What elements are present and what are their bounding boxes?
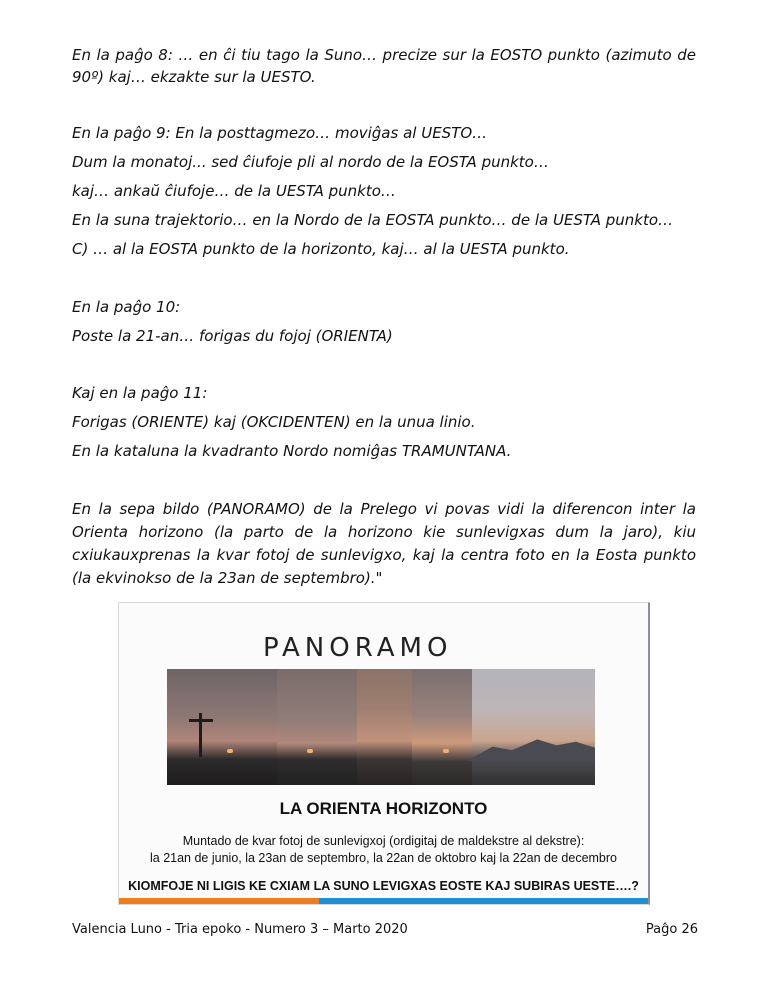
slide-title: PANORAMO: [263, 633, 453, 663]
panoramo-slide: [118, 602, 650, 905]
photo-october: [412, 669, 472, 785]
paragraph-trajectory: En la suna trajektorio… en la Nordo de la EOSTA punkto… de la UESTA punkto…: [72, 211, 674, 229]
paragraph-page8: En la paĝo 8: … en ĉi tiu tago la Suno… precize sur la EOSTO punkto (azimuto de 90º) kaj… ekzakte sur la UESTO.: [72, 46, 696, 86]
panorama-photo: [167, 669, 595, 785]
sun-icon: [443, 749, 449, 753]
pylon-silhouette: [187, 713, 215, 757]
paragraph-page10: En la paĝo 10:: [72, 298, 181, 316]
photo-september: [357, 669, 412, 785]
photo-september-left: [277, 669, 357, 785]
footer-publication: Valencia Luno - Tria epoko - Numero 3 – Marto 2020: [72, 922, 408, 937]
sun-icon: [307, 749, 313, 753]
slide-subtitle: LA ORIENTA HORIZONTO: [279, 799, 488, 818]
sun-icon: [227, 749, 233, 753]
paragraph-also: kaj… ankaŭ ĉiufoje… de la UESTA punkto…: [72, 182, 396, 200]
photo-june: [167, 669, 277, 785]
slide-caption: [119, 833, 648, 867]
paragraph-remove-orienta: Poste la 21-an… forigas du fojoj (ORIENTA): [72, 327, 393, 345]
paragraph-page9: En la paĝo 9: En la posttagmezo… moviĝas al UESTO…: [72, 124, 488, 142]
paragraph-panoramo: En la sepa bildo (PANORAMO) de la Prelego vi povas vidi la diferencon inter la Orienta horizono (la parto de la horizono kie sunlevigxas dum la jaro), kiu cxiukauxprenas la kvar fotoj de sunlevigxo, kaj la centra foto en la Eosta punkto (la ekvinokso de la 23an de septembro).": [72, 500, 696, 587]
paragraph-months: Dum la monatoj... sed ĉiufoje pli al nordo de la EOSTA punkto…: [72, 153, 549, 171]
page-number: Paĝo 26: [645, 922, 698, 937]
paragraph-answer-c: C) … al la EOSTA punkto de la horizonto, kaj… al la UESTA punkto.: [72, 240, 570, 258]
slide-question: KIOMFOJE NI LIGIS KE CXIAM LA SUNO LEVIGXAS EOSTE KAJ SUBIRAS UESTE….?: [128, 879, 639, 893]
photo-december: [472, 669, 595, 785]
paragraph-tramuntana: En la kataluna la kvadranto Nordo nomiĝas TRAMUNTANA.: [72, 442, 512, 460]
paragraph-page11: Kaj en la paĝo 11:: [72, 384, 208, 402]
caption-line-2: la 21an de junio, la 23an de septembro, la 22an de oktobro kaj la 22an de decembro: [150, 851, 617, 865]
slide-accent-bar: [119, 898, 319, 904]
paragraph-remove-oriente: Forigas (ORIENTE) kaj (OKCIDENTEN) en la unua linio.: [72, 413, 476, 431]
caption-line-1: Muntado de kvar fotoj de sunlevigxoj (ordigitaj de maldekstre al dekstre):: [182, 834, 585, 848]
